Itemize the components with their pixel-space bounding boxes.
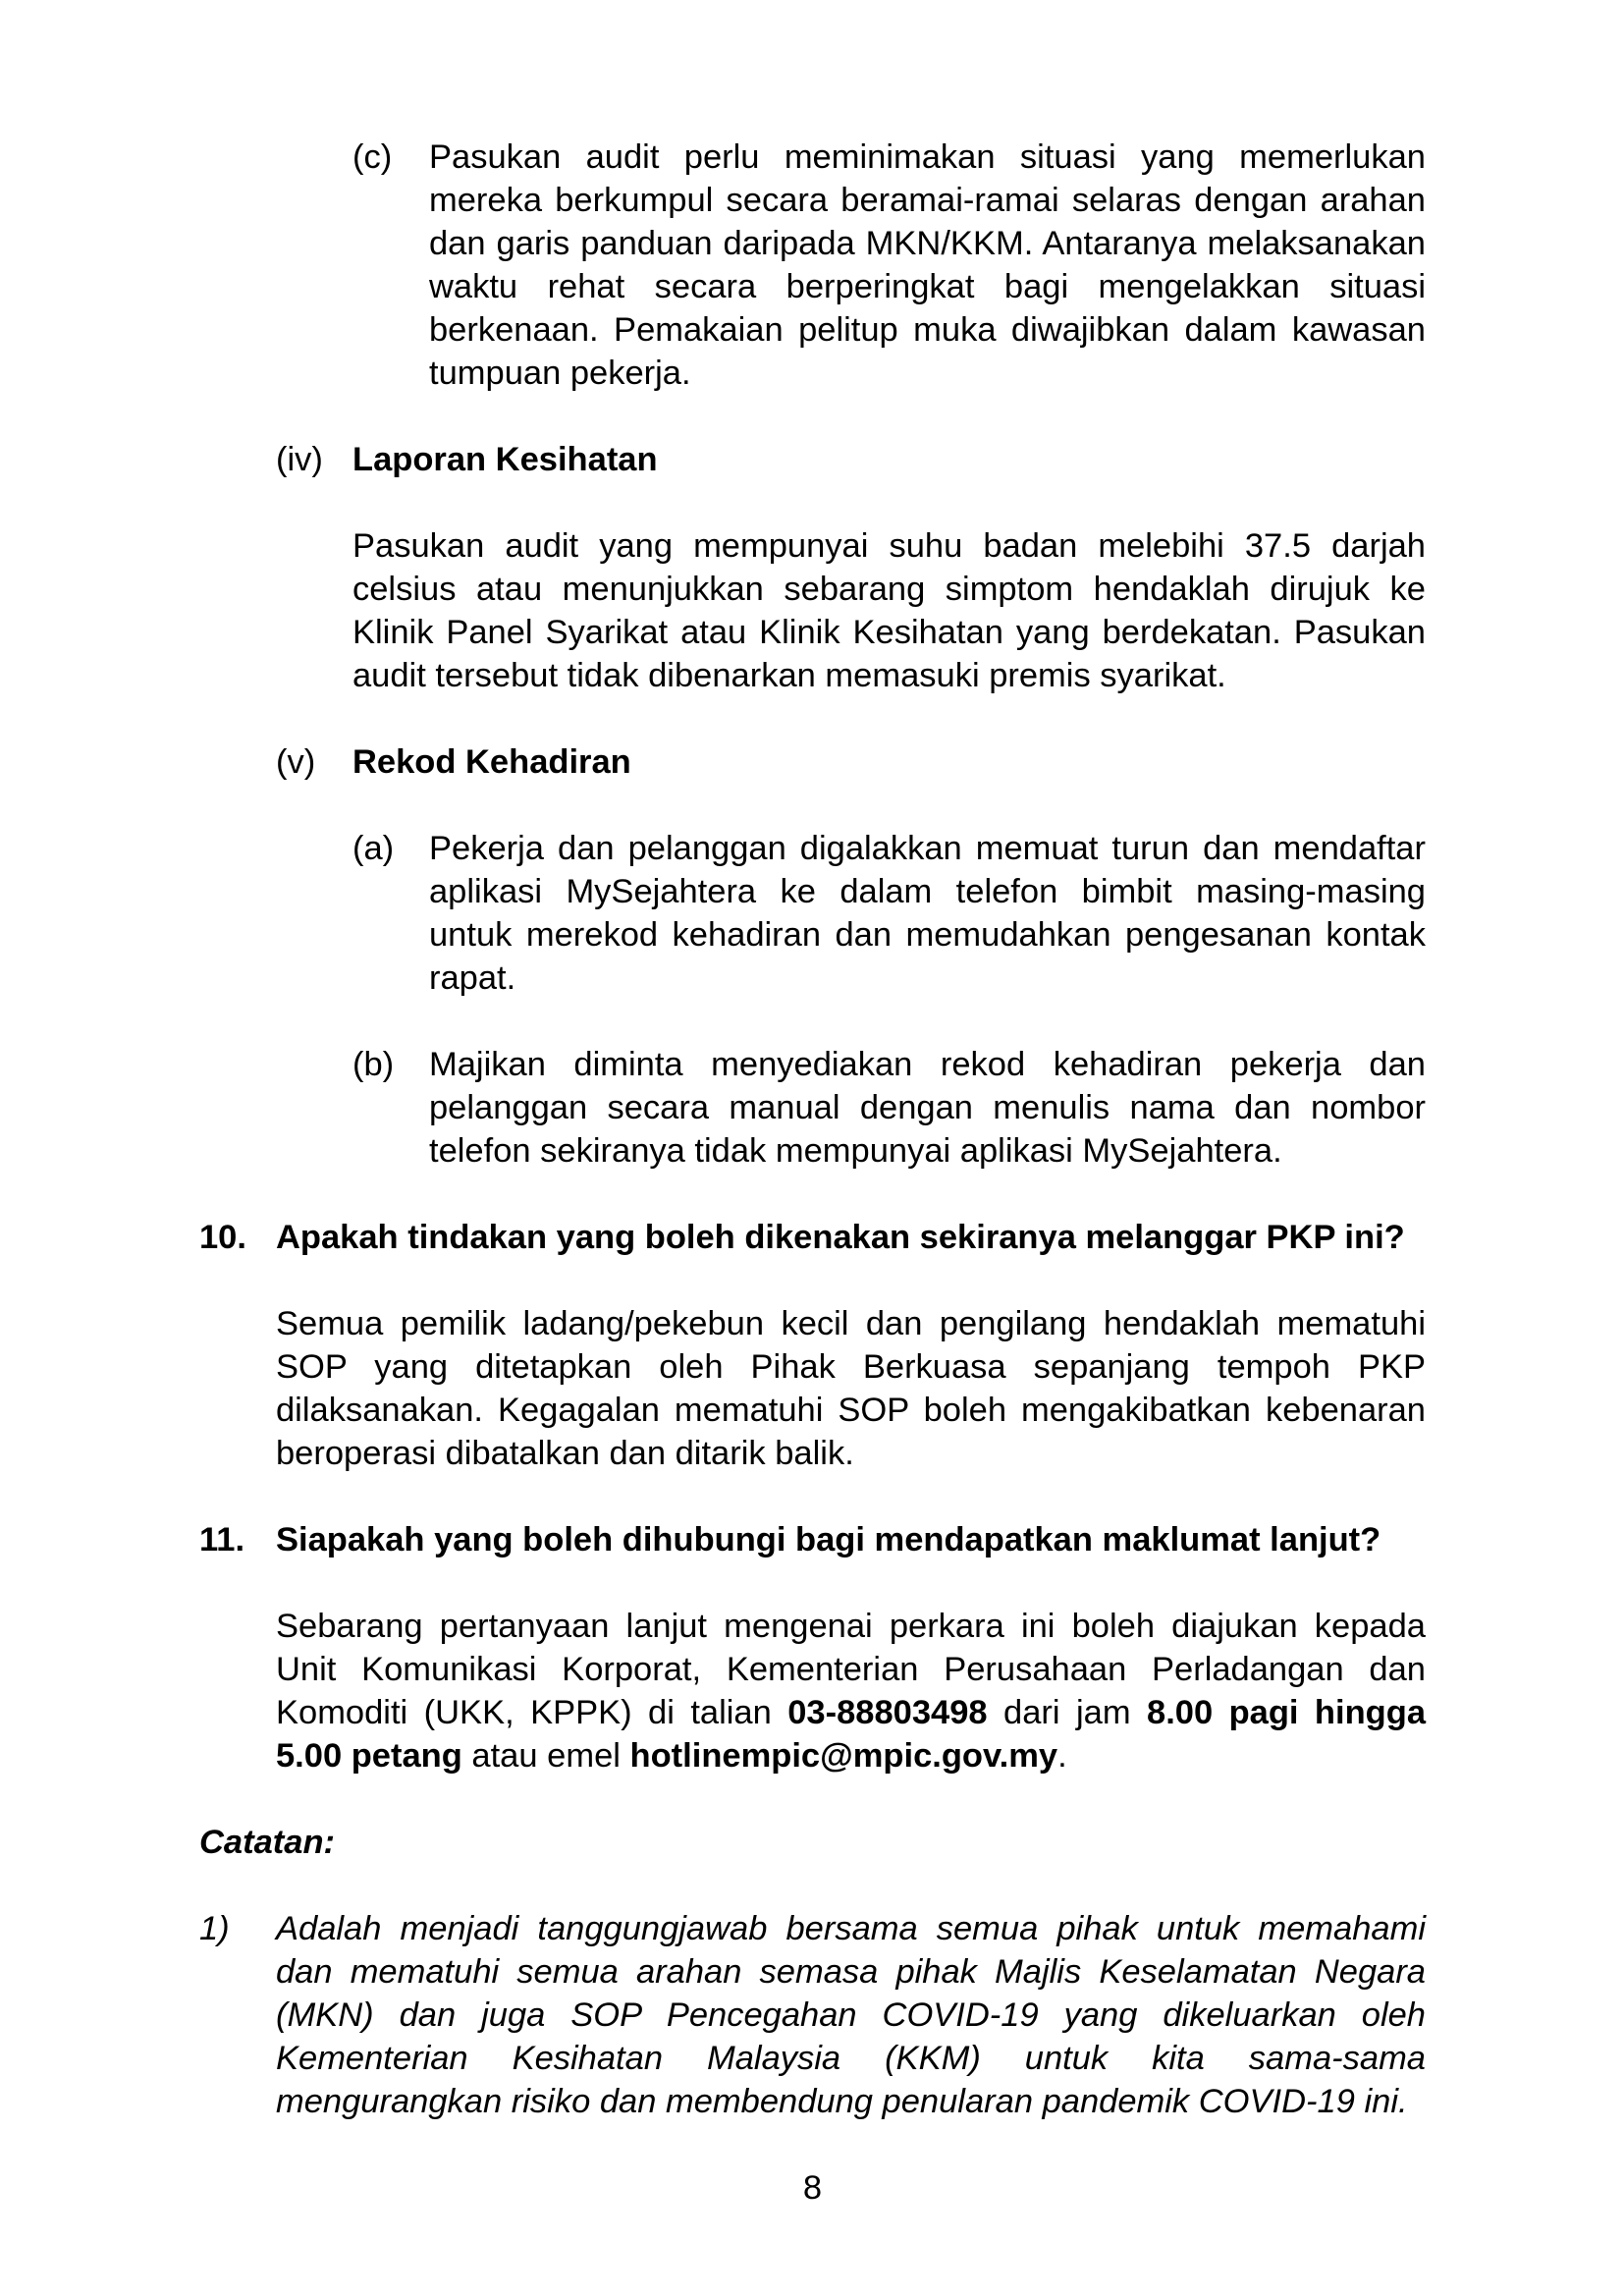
list-item-a-label: (a) (352, 830, 395, 867)
hotline-phone-number: 03-88803498 (787, 1694, 988, 1731)
hotline-email-address: hotlinempic@mpic.gov.my (629, 1737, 1058, 1775)
notes-heading: Catatan: (199, 1824, 336, 1861)
question-11-title: Siapakah yang boleh dihubungi bagi mendapatkan maklumat lanjut? (276, 1521, 1381, 1558)
answer-text-mid2: atau emel (461, 1737, 630, 1775)
list-item-a (352, 827, 1426, 1000)
answer-text-lead: Sebarang pertanyaan lanjut mengenai perkara ini boleh diajukan kepada Unit Komunikasi Korporat, Kementerian Perusahaan Perladangan dan Komoditi (UKK, KPPK) di talian (276, 1608, 1426, 1731)
list-item-c-text: Pasukan audit perlu meminimakan situasi yang memerlukan mereka berkumpul secara beramai-ramai selaras dengan arahan dan garis panduan daripada MKN/KKM. Antaranya melaksanakan waktu rehat secara berperingkat bagi mengelakkan situasi berkenaan. Pemakaian pelitup muka diwajibkan dalam kawasan tumpuan pekerja. (429, 138, 1426, 392)
list-item-b (352, 1043, 1426, 1173)
list-item-c (352, 136, 1426, 395)
section-iv-label: (iv) (276, 441, 323, 478)
note-1-text: Adalah menjadi tanggungjawab bersama semua pihak untuk memahami dan mematuhi semua arahan semasa pihak Majlis Keselamatan Negara (MKN) dan juga SOP Pencegahan COVID-19 yang dikeluarkan oleh Kementerian Kesihatan Malaysia (KKM) untuk kita sama-sama mengurangkan risiko dan membendung penularan pandemik COVID-19 ini. (276, 1910, 1426, 2120)
page-number: 8 (802, 2169, 823, 2207)
section-iv-paragraph: Pasukan audit yang mempunyai suhu badan melebihi 37.5 darjah celsius atau menunjukkan sebarang simptom hendaklah dirujuk ke Klinik Panel Syarikat atau Klinik Kesihatan yang berdekatan. Pasukan audit tersebut tidak dibenarkan memasuki premis syarikat. (352, 527, 1426, 694)
question-10-title: Apakah tindakan yang boleh dikenakan sekiranya melanggar PKP ini? (276, 1219, 1405, 1256)
question-10-number: 10. (199, 1219, 246, 1256)
section-iv-title: Laporan Kesihatan (352, 441, 658, 478)
list-item-b-text: Majikan diminta menyediakan rekod kehadiran pekerja dan pelanggan secara manual dengan menulis nama dan nombor telefon sekiranya tidak mempunyai aplikasi MySejahtera. (429, 1046, 1426, 1170)
note-1 (199, 1907, 1426, 2123)
section-v-title: Rekod Kehadiran (352, 743, 631, 781)
list-item-a-text: Pekerja dan pelanggan digalakkan memuat turun dan mendaftar aplikasi MySejahtera ke dalam telefon bimbit masing-masing untuk merekod kehadiran dan memudahkan pengesanan kontak rapat. (429, 830, 1426, 997)
list-item-b-label: (b) (352, 1046, 395, 1083)
section-v-label: (v) (276, 743, 316, 781)
answer-text-mid1: dari jam (987, 1694, 1148, 1731)
question-10-heading (199, 1216, 1426, 1259)
section-iv-heading (276, 438, 1426, 481)
note-1-label: 1) (199, 1910, 230, 1947)
list-item-c-label: (c) (352, 138, 393, 176)
answer-text-period: . (1057, 1737, 1067, 1775)
section-v-heading (276, 740, 1426, 784)
question-11-heading (199, 1518, 1426, 1561)
office-hours: 8.00 pagi hingga 5.00 petang (276, 1694, 1427, 1775)
question-10-answer: Semua pemilik ladang/pekebun kecil dan pengilang hendaklah mematuhi SOP yang ditetapkan oleh Pihak Berkuasa sepanjang tempoh PKP dilaksanakan. Kegagalan mematuhi SOP boleh mengakibatkan kebenaran beroperasi dibatalkan dan ditarik balik. (276, 1305, 1426, 1472)
question-11-number: 11. (199, 1521, 245, 1558)
question-11-answer (276, 1605, 1426, 1777)
